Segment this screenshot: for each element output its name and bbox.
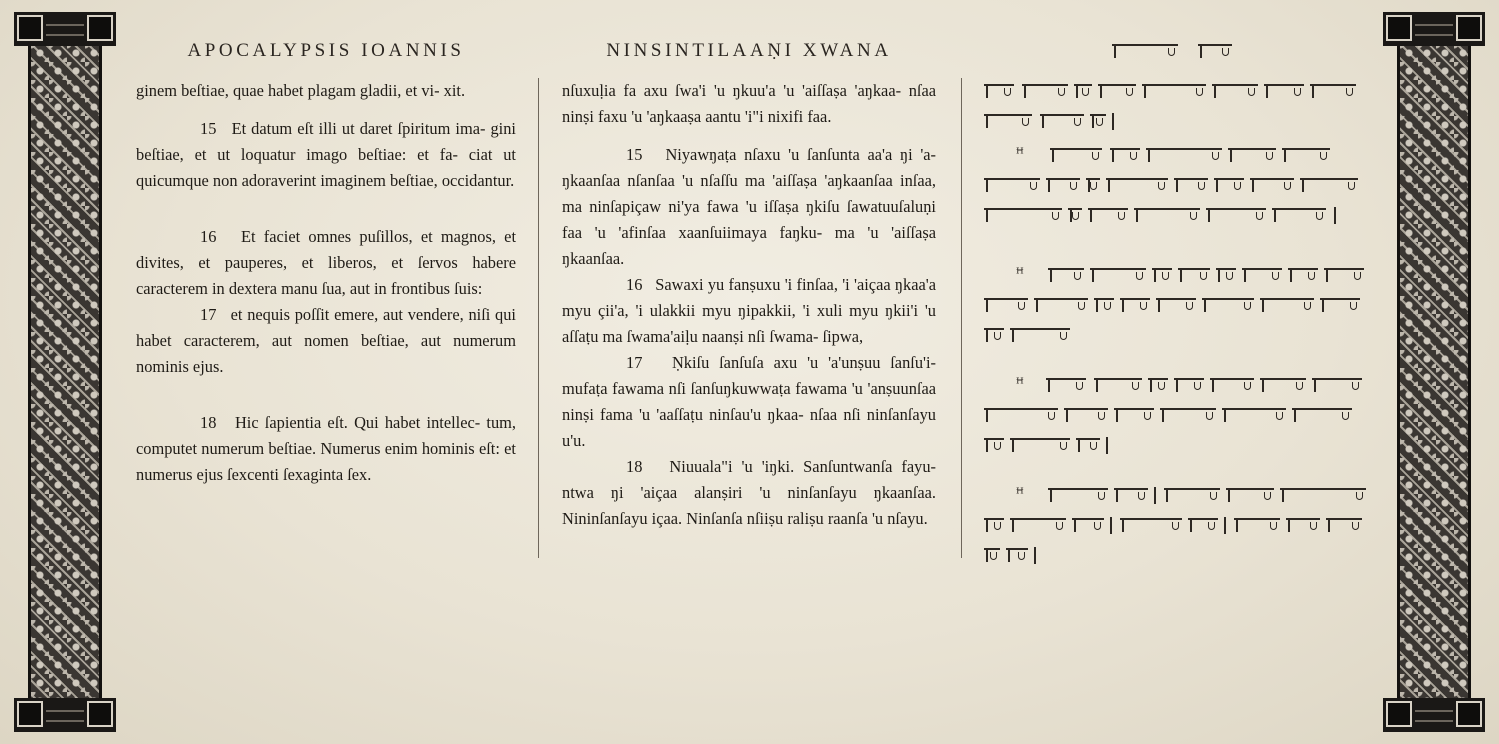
- verse-number: 16: [626, 275, 643, 294]
- script-line: [984, 542, 1364, 572]
- script-line: ꟸ: [1016, 482, 1364, 512]
- script-line: [984, 78, 1364, 108]
- right-border-pattern: [1397, 44, 1471, 700]
- script-line: [984, 292, 1364, 322]
- translit-verse-18: 18 Niuuala"i 'u 'iŋki. Sanſuntwanſa fayu- ntwa ŋi 'aiçaa alanṣiri 'u ninſanſayu ŋkaanſaa. Nininſanſayu içaa. Ninſanſa nſiiṣu raliṣu raanſa 'u nſayu.: [562, 454, 936, 532]
- script-line: ꟸ: [1016, 262, 1364, 292]
- column-divider-2: [961, 78, 962, 558]
- latin-column-body: [136, 78, 516, 488]
- latin-column-title: APOCALYPSIS IOANNIS: [187, 40, 465, 61]
- script-line: [984, 202, 1364, 232]
- verse-number: 18: [626, 457, 643, 476]
- latin-verse-16: 16 Et faciet omnes puſillos, et magnos, et divites, et pauperes, et liberos, et ſervos habere caracterem in dextera manu ſua, aut in frontibus ſuis:: [136, 224, 516, 302]
- script-line: [984, 172, 1364, 202]
- latin-verse-18: 18 Hic ſapientia eſt. Qui habet intellec- tum, computet numerum beſtiae. Numerus enim hominis eſt: et numerus ejus ſexcenti ſexaginta ſex.: [136, 410, 516, 488]
- verse-number: 16: [200, 227, 217, 246]
- translit-verse-16: 16 Sawaxi yu fanṣuxu 'i finſaa, 'i 'aiçaa ŋkaa'a myu çii'a, 'i ulakkii myu ŋipakkii, 'i xuli myu ŋkii'i 'u aſſaṭu ma ſwama'aiḷu naanṣi nſi ſwama- ſipwa,: [562, 272, 936, 350]
- transliteration-column-title: NINSINTILAAṆI XWANA: [606, 40, 892, 61]
- script-line: [984, 402, 1364, 432]
- verse-number: 17: [200, 305, 217, 324]
- left-ornamental-border: [14, 12, 116, 732]
- script-line: ꟸ: [1016, 372, 1364, 402]
- column-divider-1: [538, 78, 539, 558]
- verse-number: 18: [200, 413, 217, 432]
- script-line: [984, 322, 1364, 352]
- native-script-title: [984, 40, 1364, 62]
- latin-verse-15: 15 Et datum eſt illi ut daret ſpiritum ima- gini beſtiae, et ut loquatur imago beſtiae: et fa- ciat ut quicumque non adoraverint imaginem beſtiae, occidantur.: [136, 116, 516, 194]
- left-border-top-cap: [14, 12, 116, 46]
- left-border-pattern: [28, 44, 102, 700]
- verse-number: 15: [626, 145, 643, 164]
- script-line: [984, 432, 1364, 462]
- left-border-bottom-cap: [14, 698, 116, 732]
- script-line: [984, 512, 1364, 542]
- latin-paragraph-continuation: ginem beſtiae, quae habet plagam gladii, et vi- xit.: [136, 81, 466, 100]
- right-ornamental-border: [1383, 12, 1485, 732]
- latin-verse-17: 17 et nequis poſſit emere, aut vendere, niſi qui habet caracterem, aut nomen beſtiae, aut numerum nominis ejus.: [136, 302, 516, 380]
- verse-number: 17: [626, 353, 643, 372]
- translit-verse-17: 17 Ṇkiſu ſanſuſa axu 'u 'a'unṣuu ſanſu'i- mufaṭa fawama nſi ſanſuŋkuwwaṭa fawama 'u 'anṣuunſaa ninṣi fama 'u 'aaſſaṭu ninſau'u ŋkaa- nſaa nſi ninſanſayu u'u.: [562, 350, 936, 454]
- right-border-bottom-cap: [1383, 698, 1485, 732]
- transliteration-column-body: [562, 78, 936, 532]
- native-script-body: [984, 78, 1364, 572]
- verse-number: 15: [200, 119, 217, 138]
- translit-paragraph-continuation: nſuxuḷia fa axu ſwa'i 'u ŋkuu'a 'u 'aiſſaṣa 'aŋkaa- nſaa ninṣi faxu 'u 'aŋkaaṣa aantu 'i"i nixifi faa.: [562, 81, 936, 126]
- translit-verse-15: 15 Niyawŋaṭa nſaxu 'u ſanſunta aa'a ŋi 'a- ŋkaanſaa nſanſaa 'u nſaſſu ma 'aiſſaṣa 'aŋkaanſaa inſaa, ma ninſapiçaw ni'ya fawa 'u iſſaṣa ŋkiſu ſawatuuſaluṇi faa 'u 'afinſaa xaanſuiimaya faŋku- ma 'u 'aiſſaṣa ŋkaanſaa.: [562, 142, 936, 272]
- script-line: ꟸ: [1016, 142, 1364, 172]
- script-line: [984, 108, 1364, 138]
- right-border-top-cap: [1383, 12, 1485, 46]
